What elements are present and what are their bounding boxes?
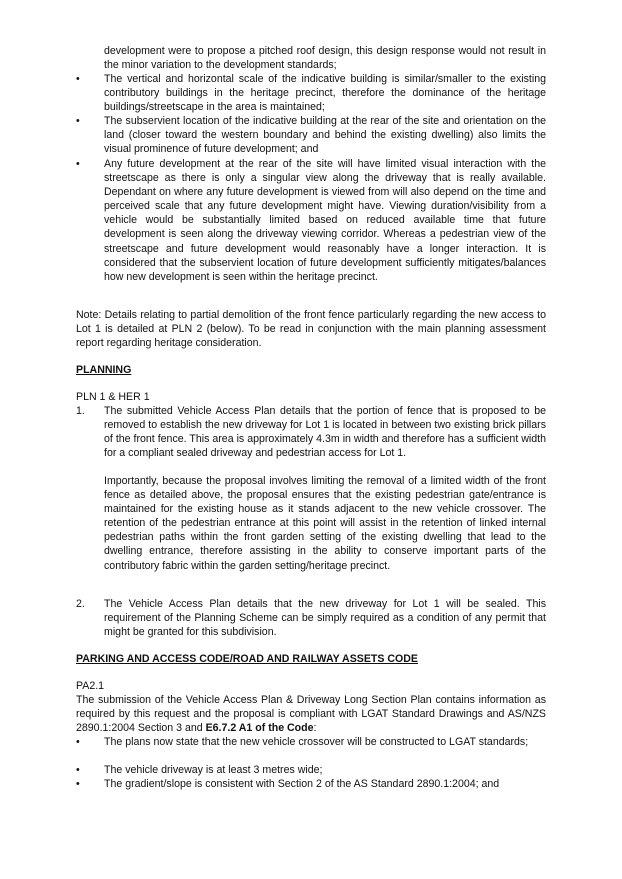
item-paragraph: The submitted Vehicle Access Plan details that the portion of fence that is proposed to be removed to establish the new driveway for Lot 1 is located in between two existing brick pillars of the front fence. This area is approximately 4.3m in width and therefore has a sufficient width for a compliant sealed driveway and pedestrian access for Lot 1. — [104, 405, 546, 460]
bullet-text: Any future development at the rear of the site will have limited visual interaction with the streetscape as there is only a singular view along the driveway that is really available. Dependant on where any future development is viewed from will also depend on the time and perceived scale that any future development might have. Viewing duration/visibility from a vehicle would be substantially limited based on reduced available time that future development is seen along the driveway viewing corridor. Whereas a pedestrian view of the streetscape and future development would reasonably have a longer interaction. It is considered that the subservient location of future development sufficiently mitigates/balances how new development is seen within the heritage precinct. — [104, 158, 546, 283]
planning-heading: PLANNING — [76, 364, 132, 376]
parking-paragraph-end: : — [313, 722, 317, 735]
bullet-text: The vehicle driveway is at least 3 metres wide; — [104, 764, 323, 776]
item-number: 2. — [76, 598, 85, 610]
parking-heading: PARKING AND ACCESS CODE/ROAD AND RAILWAY ASSETS CODE — [76, 653, 418, 665]
bullet-marker: • — [76, 736, 80, 748]
parking-paragraph — [76, 693, 546, 735]
parking-paragraph-text: The submission of the Vehicle Access Plan & Driveway Long Section Plan contains information as required by this request and the proposal is compliant with LGAT Standard Drawings and AS/NZS 2890.1:2004 Section 3 and — [76, 694, 546, 735]
bullet-marker: • — [76, 73, 80, 85]
bullet-text: The subservient location of the indicative building at the rear of the site and orientation on the land (closer toward the western boundary and behind the existing dwelling) also limits the visual prominence of future development; and — [104, 115, 546, 156]
bullet-text: The gradient/slope is consistent with Section 2 of the AS Standard 2890.1:2004; and — [104, 778, 500, 790]
note-paragraph: Note: Details relating to partial demolition of the front fence particularly regarding the new access to Lot 1 is detailed at PLN 2 (below). To be read in conjunction with the main planning assessment report regarding heritage consideration. — [76, 309, 546, 350]
item-number: 1. — [76, 405, 85, 417]
item-paragraph: The Vehicle Access Plan details that the new driveway for Lot 1 will be sealed. This requirement of the Planning Scheme can be simply required as a condition of any permit that might be granted for this subdivision. — [104, 598, 546, 639]
bullet-marker: • — [76, 158, 80, 170]
code-reference: E6.7.2 A1 of the Code — [205, 722, 314, 735]
item-paragraph: Importantly, because the proposal involves limiting the removal of a limited width of the front fence as detailed above, the proposal ensures that the existing pedestrian gate/entrance is maintained for the existing house as it stands adjacent to the new vehicle crossover. The retention of the pedestrian entrance at this point will assist in the retention of linked internal pedestrian paths within the front garden setting of the existing dwelling that lead to the dwelling entrance, therefore assisting in the ability to conserve important parts of the contributory fabric within the garden setting/heritage precinct. — [104, 475, 546, 572]
parking-subheading: PA2.1 — [76, 680, 105, 692]
bullet-text: The vertical and horizontal scale of the indicative building is similar/smaller to the existing contributory buildings in the heritage precinct, therefore the dominance of the heritage buildings/streetscape in the area is maintained; — [104, 73, 546, 114]
bullet-marker: • — [76, 115, 80, 127]
bullet-marker: • — [76, 778, 80, 790]
planning-subheading: PLN 1 & HER 1 — [76, 391, 150, 403]
intro-continuation: development were to propose a pitched roof design, this design response would not result in the minor variation to the development standards; — [104, 45, 546, 72]
bullet-marker: • — [76, 764, 80, 776]
bullet-text: The plans now state that the new vehicle crossover will be constructed to LGAT standards; — [104, 736, 529, 748]
